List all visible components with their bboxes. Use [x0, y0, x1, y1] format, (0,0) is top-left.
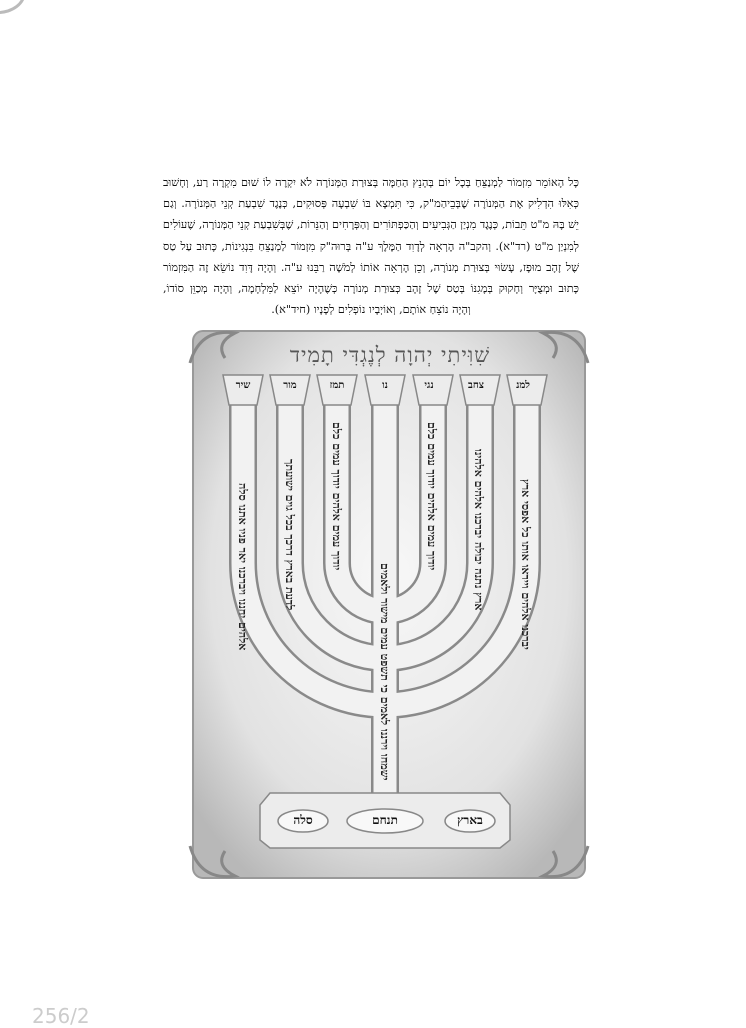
branch-text: ארץ נתנה יבולה יברכנו אלהים אלהינו [472, 448, 485, 610]
page-counter: 256/2 [32, 1004, 90, 1028]
branch-text: יודוך עמים אלהים יודוך עמים כלם [330, 421, 343, 570]
base-label-right: בארץ [457, 813, 483, 827]
paragraph-line: כָּתוּב וּמְצֻיָּר וְחָקוּק בְּמָגִנּוֹ בְּטַס שֶׁל זָהָב כְּצוּרַת מְנוֹרָה כְּשֶׁהָיָה יוֹצֵא לַמִּלְחָמָה, וְהָיָה מְכַוֵּן סוֹדוֹ, [163, 282, 579, 296]
cup-label: למנ [516, 380, 530, 391]
paragraph-line: כָּל הָאוֹמֵר מִזְמוֹר לַמְנַצֵּחַ בְּכָל יוֹם בְּהָנֵץ הַחַמָּה בְּצוּרַת הַמְּנוֹרָה לֹא יִקְרֶה לוֹ שׁוּם מִקְרֶה רַע, וְחָשׁוּב [163, 176, 579, 189]
branch-text: יברכנו אלהים וייראו אותו כל אפסי ארץ [519, 479, 532, 650]
menorah-banner: שִׁוִּיתִי יְהוָה לְנֶגְדִּי תָמִיד [289, 343, 491, 367]
intro-paragraph [163, 172, 579, 320]
cup-label: תמז [329, 380, 345, 391]
paragraph-line: שֶׁל זָהָב מוּפָז, עָשׂוּי בְּצוּרַת מְנוֹרָה, וְכֵן הֶרְאָה אוֹתוֹ לְמֹשֶׁה רַבֵּנוּ ע"ה. וְהָיָה דָּוִד נוֹשֵׂא זֶה הַמִּזְמוֹר [163, 260, 579, 274]
cup-label: נגי [424, 380, 434, 391]
paragraph-line: כְּאִלּוּ הִדְלִיק אֶת הַמְּנוֹרָה שֶׁבְּבֵיהַמ"ק, כִּי תִּמְצָא בּוֹ שִׁבְעָה פְּסוּקִים, כְּנֶגֶד שִׁבְעַת קְנֵי הַמְּנוֹרָה. וְגַם [163, 197, 579, 211]
base-label-left: סלה [293, 813, 313, 827]
branch-text: יודוך עמים אלהים יודוך עמים כלם [425, 421, 438, 570]
base-label-center: תנחם [372, 813, 398, 827]
branch-text: ישמחו וירננו לאמים כי תשפט עמים מישור ולאמים [378, 562, 391, 780]
paragraph-line: יֵשׁ בָּהּ מ"ט תֵּבוֹת, כְּנֶגֶד מִנְיַן הַגְּבִיעִים וְהַכַּפְתּוֹרִים וְהַפְּרָחִים וְהַנֵּרוֹת, שֶׁבְּשִׁבְעַת קְנֵי הַמְּנוֹרָה, שֶׁעוֹלִים [163, 218, 579, 232]
branch-text: אלהים יחננו ויברכנו יאר פניו אתנו סלה [236, 482, 249, 650]
branch-text: לדעת בארץ דרכך בכל גוים ישועתך [283, 458, 296, 610]
cup-label: שיר [235, 380, 251, 391]
paragraph-line: לְמִנְיַן מ"ט (רד"א). וְהקב"ה הֶרְאָה לְדָוִד הַמֶּלֶךְ ע"ה בְּרוּה"ק מִזְמוֹר לַמְנַצֵּחַ בִּנְגִינוֹת, כָּתוּב עַל טַס [163, 239, 579, 253]
corner-ui-fragment [0, 0, 26, 14]
cup-label: נו [382, 380, 388, 391]
cup-label: צחב [468, 380, 484, 391]
paragraph-line: וְהָיָה נוֹצֵחַ אוֹתָם, וְאוֹיְבָיו נוֹפְלִים לְפָנָיו (חיד"א). [271, 303, 471, 317]
cup-label: מור [283, 380, 297, 391]
